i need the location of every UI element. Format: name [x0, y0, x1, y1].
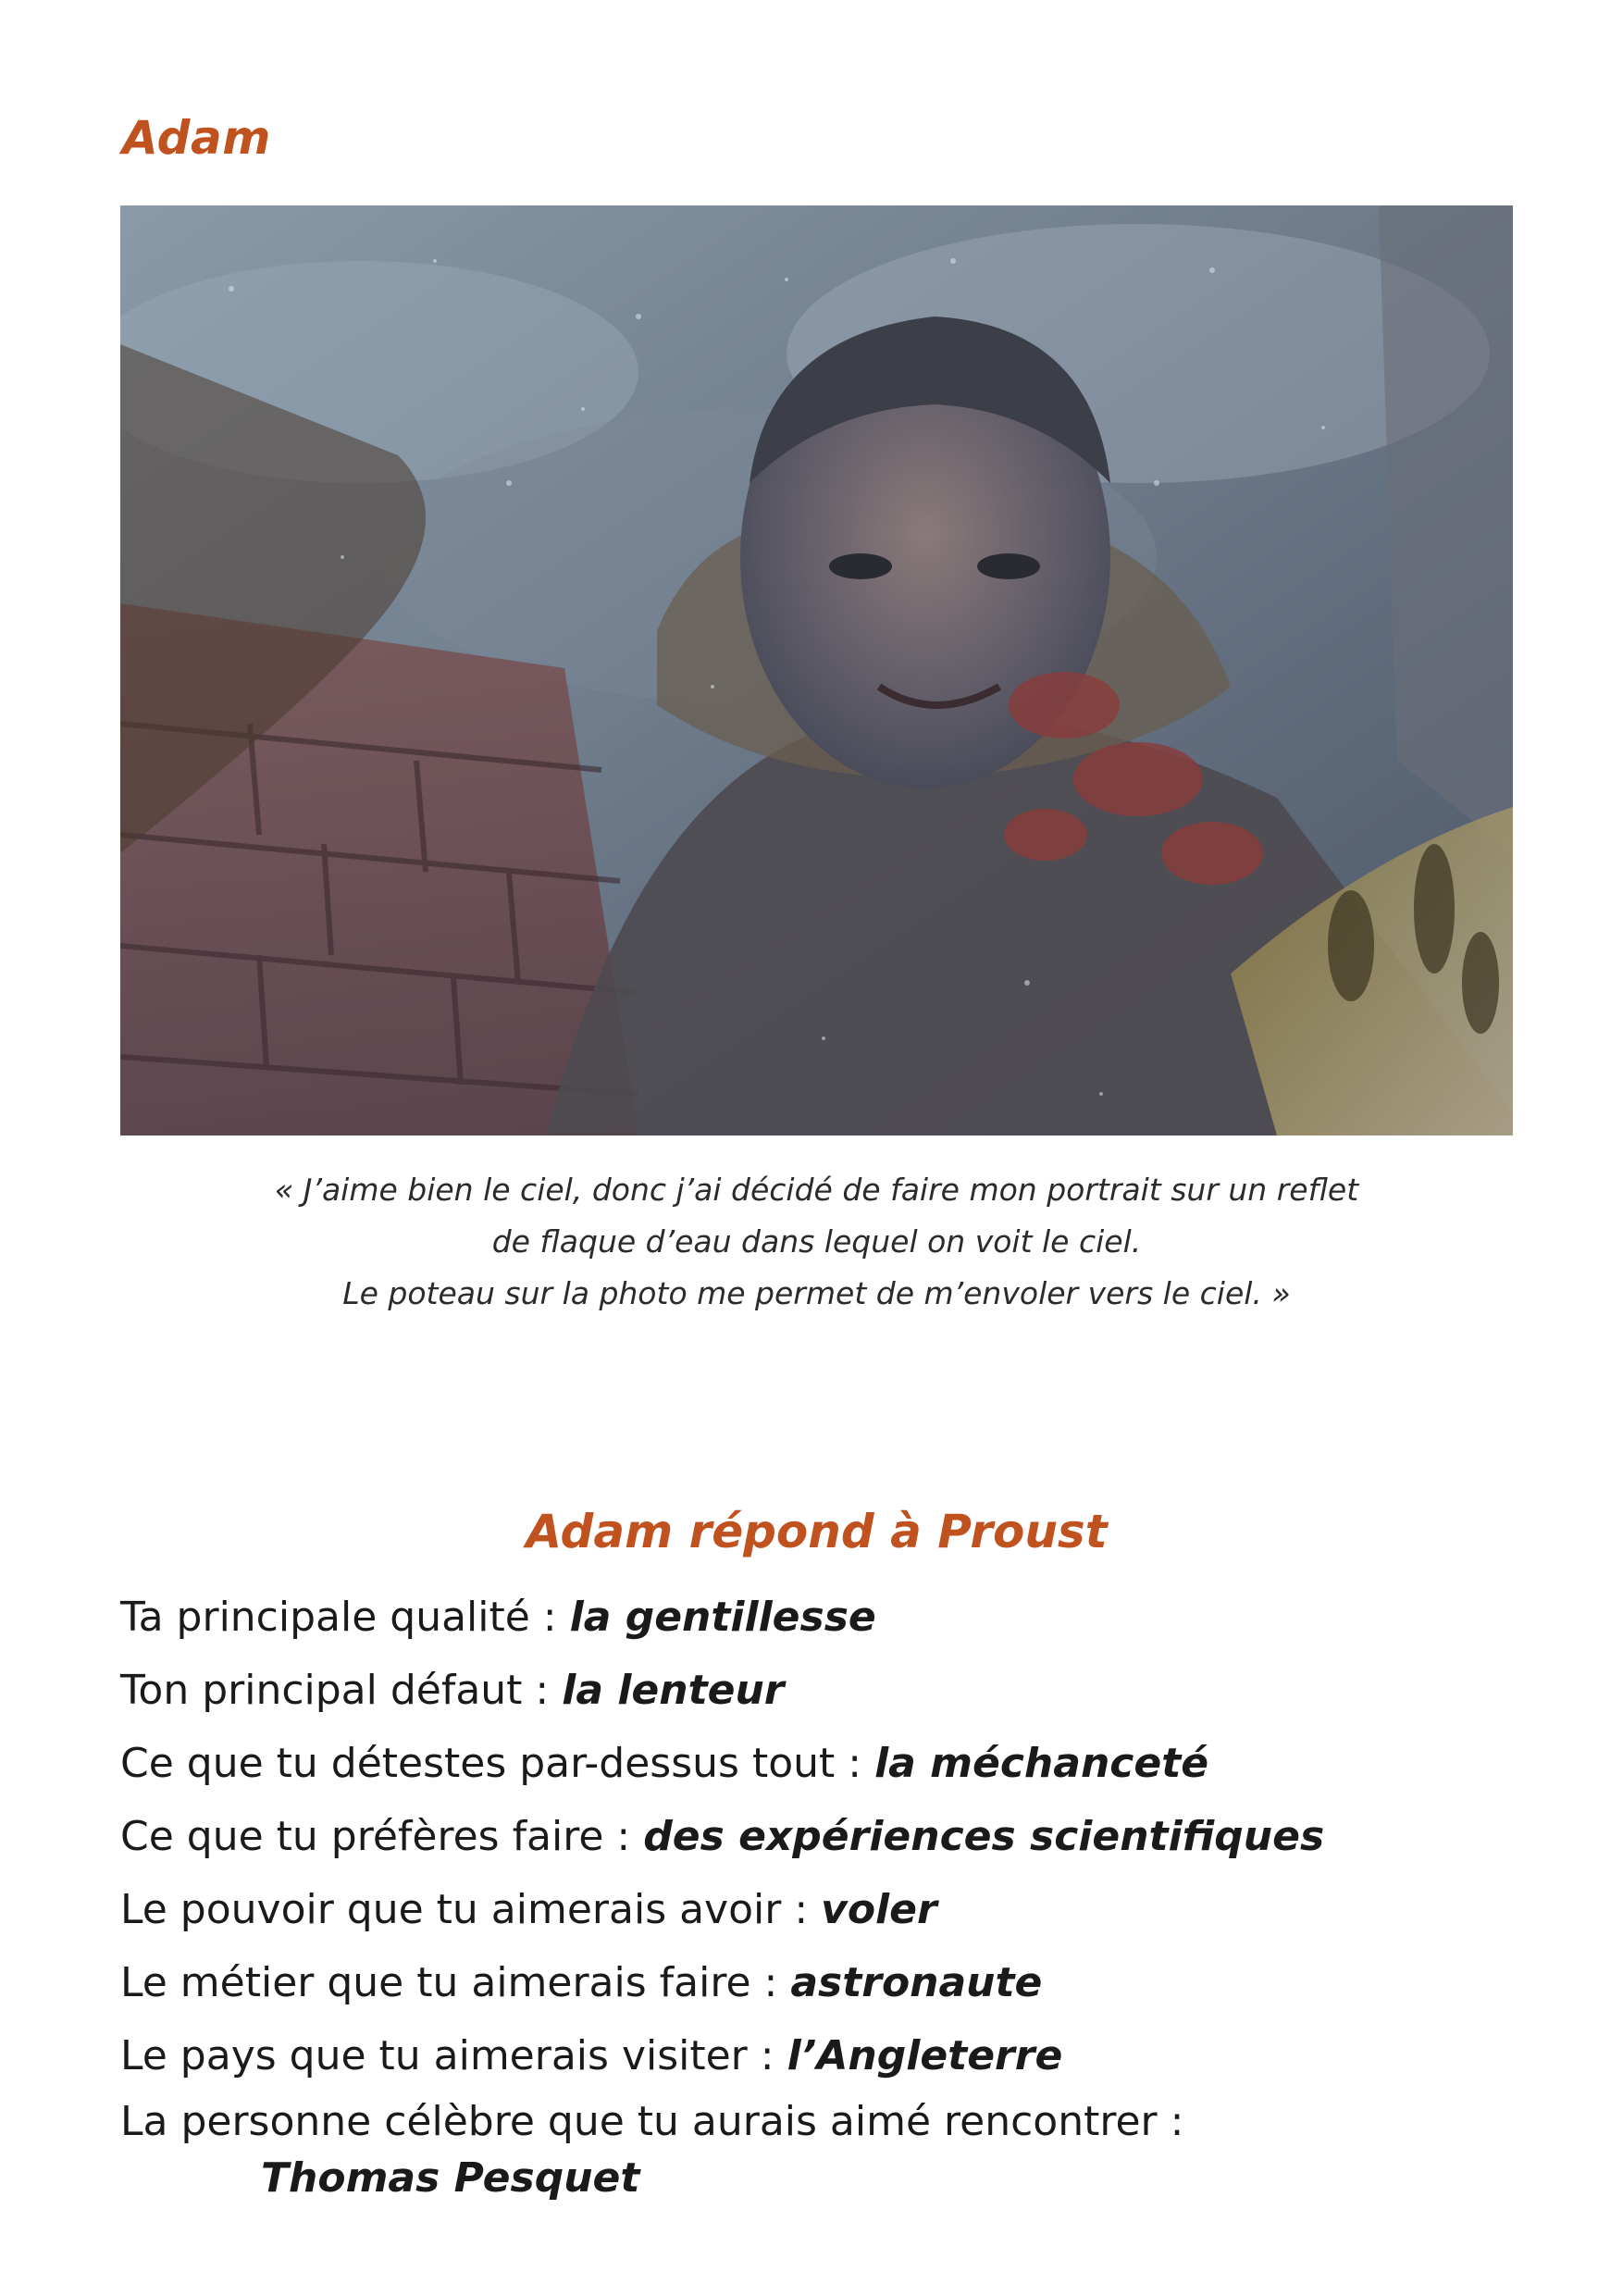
qa-answer: la gentillesse: [569, 1594, 876, 1641]
page-title: Adam: [122, 111, 271, 165]
qa-item: [120, 1727, 1508, 1800]
questionnaire-title: Adam répond à Proust: [526, 1505, 1108, 1558]
caption-line: « J’aime bien le ciel, donc j’ai décidé de faire mon portrait sur un reflet: [274, 1172, 1359, 1208]
qa-answer: l’Angleterre: [787, 2032, 1063, 2079]
qa-answer: des expériences scientifiques: [643, 1813, 1325, 1860]
qa-question: Ce que tu préfères faire :: [120, 1813, 644, 1860]
qa-item: [120, 2019, 1508, 2092]
photo-caption: [120, 1164, 1513, 1320]
portrait-photo: [120, 205, 1513, 1136]
portrait-reflection-photo-icon: [120, 205, 1513, 1136]
qa-item: [120, 1873, 1508, 1946]
qa-answer: voler: [821, 1886, 937, 1933]
qa-item: [120, 1946, 1508, 2019]
qa-question: Le métier que tu aimerais faire :: [120, 1959, 791, 2006]
qa-item: [120, 2092, 1508, 2152]
caption-line: Le poteau sur la photo me permet de m’envoler vers le ciel. »: [342, 1275, 1291, 1311]
qa-item: [120, 1800, 1508, 1873]
qa-question: Le pouvoir que tu aimerais avoir :: [120, 1886, 822, 1933]
qa-question: Ta principale qualité :: [120, 1594, 570, 1641]
qa-question: Le pays que tu aimerais visiter :: [120, 2032, 787, 2079]
qa-answer: Thomas Pesquet: [261, 2154, 640, 2202]
qa-answer: astronaute: [790, 1959, 1043, 2006]
qa-question: Ton principal défaut :: [120, 1667, 563, 1714]
qa-question: La personne célèbre que tu aurais aimé rencontrer :: [120, 2098, 1184, 2145]
qa-answer: la lenteur: [562, 1667, 785, 1714]
questionnaire-list: [120, 1581, 1508, 2205]
qa-item: [120, 1654, 1508, 1727]
qa-answer: la méchanceté: [874, 1740, 1209, 1787]
qa-item: [120, 1581, 1508, 1654]
qa-question: Ce que tu détestes par-dessus tout :: [120, 1740, 875, 1787]
caption-line: de flaque d’eau dans lequel on voit le ciel.: [491, 1223, 1142, 1260]
